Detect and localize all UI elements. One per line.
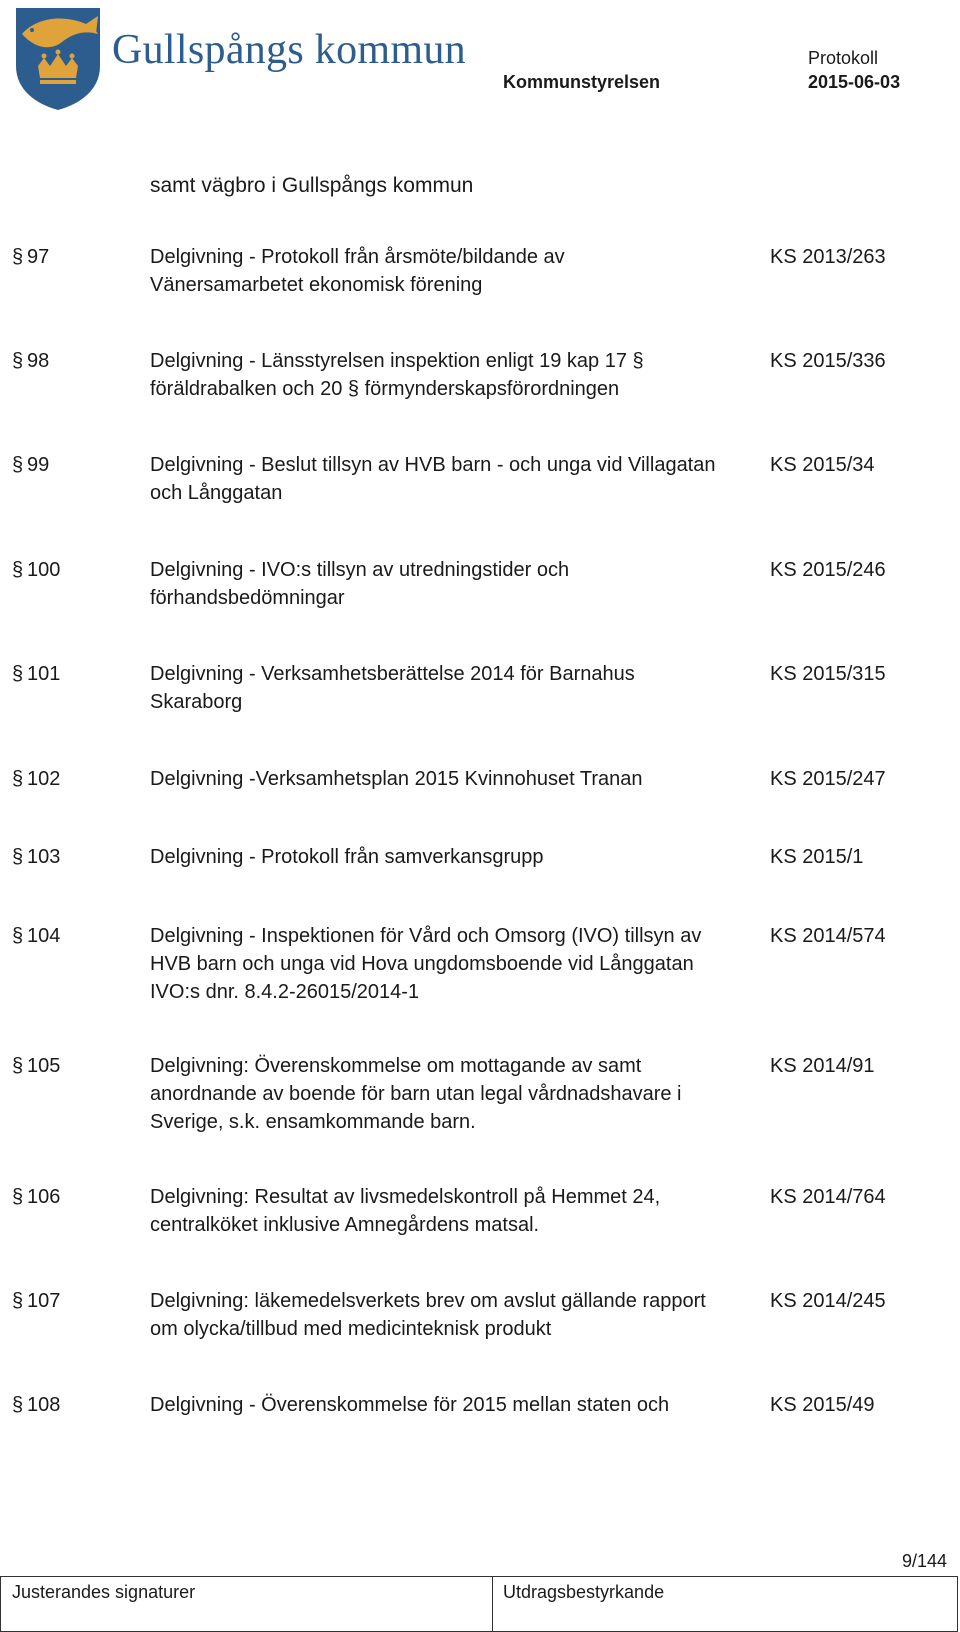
signature-footer <box>0 1576 958 1632</box>
item-title-line: Delgivning - Inspektionen för Vård och Omsorg (IVO) tillsyn av <box>150 925 702 947</box>
section-symbol: § <box>12 1394 24 1416</box>
item-number: 102 <box>27 768 61 790</box>
item-title <box>150 1183 740 1239</box>
item-number: 106 <box>27 1186 61 1208</box>
section-symbol: § <box>12 663 24 685</box>
item-number: 98 <box>27 350 50 372</box>
item-number: 104 <box>27 925 61 947</box>
case-reference: KS 2015/247 <box>770 768 886 790</box>
item-title-line: Delgivning - Verksamhetsberättelse 2014 för Barnahus <box>150 663 635 685</box>
item-title <box>150 660 740 716</box>
item-number: 97 <box>27 246 50 268</box>
section-symbol: § <box>12 246 24 268</box>
item-title-line: Vänersamarbetet ekonomisk förening <box>150 274 483 296</box>
item-title-line: IVO:s dnr. 8.4.2-26015/2014-1 <box>150 981 420 1003</box>
item-title <box>150 765 740 793</box>
section-symbol: § <box>12 559 24 581</box>
item-title-line: Sverige, s.k. ensamkommande barn. <box>150 1111 476 1133</box>
case-reference: KS 2014/91 <box>770 1055 875 1077</box>
item-number: 108 <box>27 1394 61 1416</box>
item-title-line: Delgivning: Överenskommelse om mottagande av samt <box>150 1055 642 1077</box>
item-number: 103 <box>27 846 61 868</box>
case-reference: KS 2014/574 <box>770 925 886 947</box>
case-reference: KS 2015/49 <box>770 1394 875 1416</box>
item-title-line: Delgivning - Beslut tillsyn av HVB barn - och unga vid Villagatan <box>150 454 716 476</box>
case-reference: KS 2014/764 <box>770 1186 886 1208</box>
item-title-line: Delgivning: läkemedelsverkets brev om avslut gällande rapport <box>150 1290 706 1312</box>
case-reference: KS 2015/336 <box>770 350 886 372</box>
item-title-line: anordnande av boende för barn utan legal vårdnadshavare i <box>150 1083 682 1105</box>
page-number: 9/144 <box>901 1551 947 1571</box>
item-number: 101 <box>27 663 61 685</box>
item-title <box>150 1287 740 1343</box>
item-title <box>150 451 740 507</box>
item-title-line: Delgivning - Protokoll från samverkansgrupp <box>150 846 544 868</box>
item-title <box>150 556 740 612</box>
item-title-line: om olycka/tillbud med medicinteknisk produkt <box>150 1318 552 1340</box>
continuation-text: samt vägbro i Gullspångs kommun <box>150 174 474 197</box>
section-symbol: § <box>12 768 24 790</box>
case-reference: KS 2015/34 <box>770 454 875 476</box>
item-title-line: Delgivning -Verksamhetsplan 2015 Kvinnohuset Tranan <box>150 768 643 790</box>
section-symbol: § <box>12 1055 24 1077</box>
meeting-date: 2015-06-03 <box>808 72 901 92</box>
item-title-line: Delgivning: Resultat av livsmedelskontroll på Hemmet 24, <box>150 1186 661 1208</box>
case-reference: KS 2014/245 <box>770 1290 886 1312</box>
section-symbol: § <box>12 846 24 868</box>
item-title-line: och Långgatan <box>150 482 283 504</box>
document-type: Protokoll <box>808 48 879 68</box>
case-reference: KS 2015/246 <box>770 559 886 581</box>
item-title-line: föräldrabalken och 20 § förmynderskapsförordningen <box>150 378 620 400</box>
footer-divider <box>492 1577 493 1631</box>
certification-label: Utdragsbestyrkande <box>503 1582 665 1602</box>
case-reference: KS 2013/263 <box>770 246 886 268</box>
item-title <box>150 1052 740 1136</box>
item-title-line: förhandsbedömningar <box>150 587 345 609</box>
committee-name: Kommunstyrelsen <box>503 72 661 92</box>
item-title-line: Skaraborg <box>150 691 243 713</box>
item-title-line: HVB barn och unga vid Hova ungdomsboende vid Långgatan <box>150 953 694 975</box>
item-title <box>150 1391 740 1419</box>
item-title <box>150 347 740 403</box>
item-number: 100 <box>27 559 61 581</box>
item-title <box>150 843 740 871</box>
item-number: 105 <box>27 1055 61 1077</box>
item-number: 99 <box>27 454 50 476</box>
item-title-line: Delgivning - Länsstyrelsen inspektion enligt 19 kap 17 § <box>150 350 644 372</box>
signatures-label: Justerandes signaturer <box>12 1582 196 1602</box>
section-symbol: § <box>12 925 24 947</box>
item-title-line: centralköket inklusive Amnegårdens matsal. <box>150 1214 540 1236</box>
case-reference: KS 2015/1 <box>770 846 864 868</box>
coat-of-arms-logo <box>12 4 104 112</box>
item-title <box>150 243 740 299</box>
item-title-line: Delgivning - IVO:s tillsyn av utredningstider och <box>150 559 570 581</box>
section-symbol: § <box>12 454 24 476</box>
item-title <box>150 922 740 1006</box>
item-number: 107 <box>27 1290 61 1312</box>
item-title-line: Delgivning - Protokoll från årsmöte/bildande av <box>150 246 565 268</box>
section-symbol: § <box>12 1186 24 1208</box>
section-symbol: § <box>12 1290 24 1312</box>
case-reference: KS 2015/315 <box>770 663 886 685</box>
organization-name: Gullspångs kommun <box>112 27 466 73</box>
item-title-line: Delgivning - Överenskommelse för 2015 mellan staten och <box>150 1394 670 1416</box>
section-symbol: § <box>12 350 24 372</box>
